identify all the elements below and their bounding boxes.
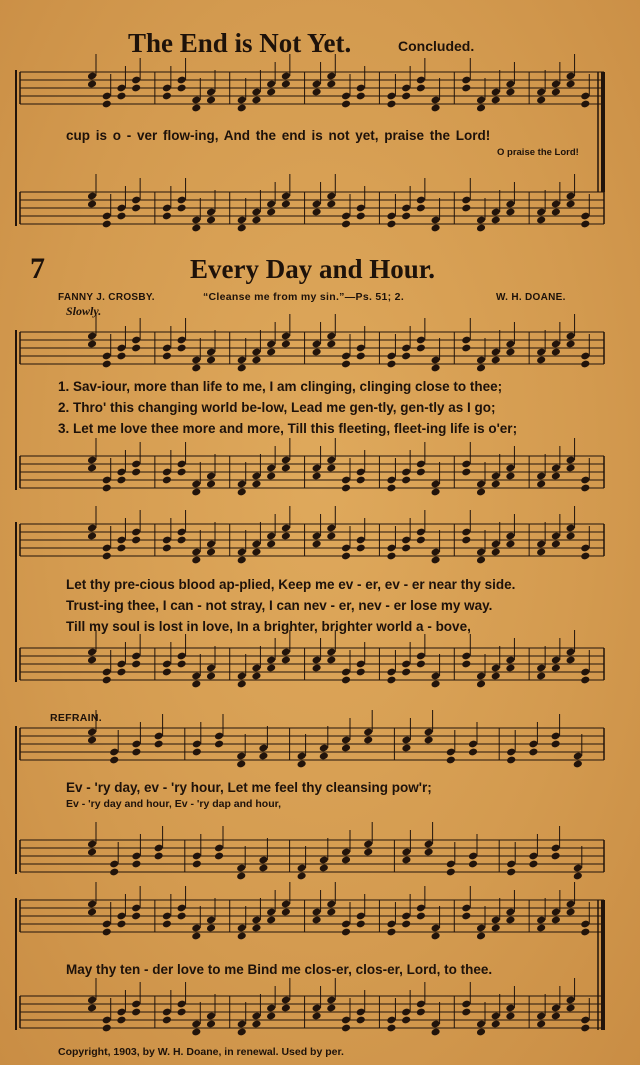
note-head bbox=[326, 1004, 336, 1013]
note-head bbox=[476, 488, 486, 497]
note-head bbox=[116, 920, 126, 929]
note-head bbox=[386, 484, 396, 493]
note-head bbox=[312, 1012, 322, 1021]
note-head bbox=[162, 544, 172, 553]
note-head bbox=[431, 1028, 441, 1037]
note-head bbox=[573, 760, 583, 769]
note-head bbox=[191, 680, 201, 689]
note-head bbox=[580, 484, 590, 493]
note-head bbox=[356, 668, 366, 677]
note-head bbox=[237, 488, 247, 497]
note-head bbox=[206, 1020, 216, 1029]
note-head bbox=[566, 656, 576, 665]
note-head bbox=[401, 856, 411, 865]
note-head bbox=[551, 472, 561, 481]
note-head bbox=[401, 212, 411, 221]
note-head bbox=[312, 472, 322, 481]
note-head bbox=[416, 660, 426, 669]
note-head bbox=[312, 348, 322, 357]
note-head bbox=[87, 80, 97, 89]
note-head bbox=[468, 860, 478, 869]
note-head bbox=[461, 1008, 471, 1017]
hymn2-title: Every Day and Hour. bbox=[190, 254, 436, 284]
note-head bbox=[237, 224, 247, 233]
note-head bbox=[356, 920, 366, 929]
note-head bbox=[281, 1004, 291, 1013]
note-head bbox=[356, 1016, 366, 1025]
note-head bbox=[491, 216, 501, 225]
note-head bbox=[312, 88, 322, 97]
note-head bbox=[206, 216, 216, 225]
note-head bbox=[297, 760, 307, 769]
note-head bbox=[191, 224, 201, 233]
note-head bbox=[312, 916, 322, 925]
note-head bbox=[341, 744, 351, 753]
note-head bbox=[416, 344, 426, 353]
note-head bbox=[266, 472, 276, 481]
note-head bbox=[191, 556, 201, 565]
note-head bbox=[580, 100, 590, 109]
note-head bbox=[461, 468, 471, 477]
note-head bbox=[87, 532, 97, 541]
note-head bbox=[251, 1020, 261, 1029]
note-head bbox=[236, 872, 246, 881]
note-head bbox=[356, 544, 366, 553]
hymn1-lyric: cup is o - ver flow-ing, And the end is not yet, praise the Lord! bbox=[66, 128, 491, 143]
note-head bbox=[341, 484, 351, 493]
note-head bbox=[177, 912, 187, 921]
note-head bbox=[191, 932, 201, 941]
note-head bbox=[102, 1024, 112, 1033]
note-head bbox=[341, 220, 351, 229]
note-head bbox=[505, 664, 515, 673]
note-head bbox=[386, 100, 396, 109]
note-head bbox=[116, 668, 126, 677]
note-head bbox=[177, 536, 187, 545]
note-head bbox=[461, 84, 471, 93]
note-head bbox=[505, 540, 515, 549]
note-head bbox=[461, 660, 471, 669]
note-head bbox=[281, 532, 291, 541]
note-head bbox=[476, 680, 486, 689]
note-head bbox=[131, 1008, 141, 1017]
note-head bbox=[551, 88, 561, 97]
note-head bbox=[87, 848, 97, 857]
note-head bbox=[312, 540, 322, 549]
hymn1-title: The End is Not Yet. bbox=[128, 28, 352, 58]
note-head bbox=[192, 860, 202, 869]
note-head bbox=[162, 668, 172, 677]
note-head bbox=[566, 340, 576, 349]
note-head bbox=[505, 916, 515, 925]
note-head bbox=[191, 488, 201, 497]
note-head bbox=[206, 548, 216, 557]
note-head bbox=[401, 92, 411, 101]
note-head bbox=[266, 348, 276, 357]
note-head bbox=[131, 468, 141, 477]
note-head bbox=[162, 1016, 172, 1025]
refrain-line-2: Ev - 'ry day and hour, Ev - 'ry dap and hour, bbox=[66, 798, 282, 810]
note-head bbox=[206, 480, 216, 489]
note-head bbox=[251, 480, 261, 489]
note-head bbox=[116, 544, 126, 553]
note-head bbox=[102, 484, 112, 493]
note-head bbox=[386, 552, 396, 561]
note-head bbox=[491, 548, 501, 557]
note-head bbox=[431, 364, 441, 373]
refrain-label: REFRAIN. bbox=[50, 712, 102, 724]
hymn1-echo: O praise the Lord! bbox=[497, 147, 579, 158]
note-head bbox=[192, 748, 202, 757]
note-head bbox=[87, 1004, 97, 1013]
note-head bbox=[236, 760, 246, 769]
note-head bbox=[341, 676, 351, 685]
note-head bbox=[356, 92, 366, 101]
note-head bbox=[102, 552, 112, 561]
note-head bbox=[206, 672, 216, 681]
note-head bbox=[431, 488, 441, 497]
note-head bbox=[341, 100, 351, 109]
note-head bbox=[326, 532, 336, 541]
note-head bbox=[162, 212, 172, 221]
note-head bbox=[551, 540, 561, 549]
note-head bbox=[431, 680, 441, 689]
note-head bbox=[566, 464, 576, 473]
note-head bbox=[206, 924, 216, 933]
note-head bbox=[416, 204, 426, 213]
note-head bbox=[266, 540, 276, 549]
note-head bbox=[191, 1028, 201, 1037]
note-head bbox=[566, 532, 576, 541]
note-head bbox=[536, 96, 546, 105]
note-head bbox=[251, 216, 261, 225]
note-head bbox=[536, 1020, 546, 1029]
note-head bbox=[109, 756, 119, 765]
note-head bbox=[312, 664, 322, 673]
note-head bbox=[431, 224, 441, 233]
note-head bbox=[102, 100, 112, 109]
note-head bbox=[476, 104, 486, 113]
note-head bbox=[237, 1028, 247, 1037]
note-head bbox=[551, 1012, 561, 1021]
note-head bbox=[476, 1028, 486, 1037]
note-head bbox=[476, 932, 486, 941]
note-head bbox=[131, 84, 141, 93]
note-head bbox=[356, 352, 366, 361]
note-head bbox=[416, 84, 426, 93]
note-head bbox=[505, 1012, 515, 1021]
hymn2-composer: W. H. DOANE. bbox=[496, 292, 566, 303]
note-head bbox=[281, 200, 291, 209]
note-head bbox=[102, 676, 112, 685]
note-head bbox=[258, 864, 268, 873]
note-head bbox=[341, 856, 351, 865]
note-head bbox=[116, 1016, 126, 1025]
note-head bbox=[536, 216, 546, 225]
note-head bbox=[401, 1016, 411, 1025]
verse-2-line-b: Trust-ing thee, I can - not stray, I can nev - er, nev - er lose my way. bbox=[66, 598, 493, 613]
final-lyric: May thy ten - der love to me Bind me clos-er, clos-er, Lord, to thee. bbox=[66, 962, 493, 977]
refrain-line-1: Ev - 'ry day, ev - 'ry hour, Let me feel thy cleansing pow'r; bbox=[66, 780, 432, 795]
note-head bbox=[281, 80, 291, 89]
note-head bbox=[566, 908, 576, 917]
note-head bbox=[326, 340, 336, 349]
note-head bbox=[536, 356, 546, 365]
note-head bbox=[102, 360, 112, 369]
note-head bbox=[281, 656, 291, 665]
note-head bbox=[551, 208, 561, 217]
note-head bbox=[131, 536, 141, 545]
note-head bbox=[491, 924, 501, 933]
hymn2-author: FANNY J. CROSBY. bbox=[58, 292, 155, 303]
note-head bbox=[177, 204, 187, 213]
note-head bbox=[416, 536, 426, 545]
note-head bbox=[528, 860, 538, 869]
note-head bbox=[326, 80, 336, 89]
note-head bbox=[251, 96, 261, 105]
note-head bbox=[326, 200, 336, 209]
note-head bbox=[191, 104, 201, 113]
note-head bbox=[401, 668, 411, 677]
note-head bbox=[341, 1024, 351, 1033]
note-head bbox=[102, 220, 112, 229]
note-head bbox=[416, 468, 426, 477]
note-head bbox=[505, 472, 515, 481]
note-head bbox=[87, 340, 97, 349]
note-head bbox=[206, 96, 216, 105]
note-head bbox=[177, 1008, 187, 1017]
note-head bbox=[580, 928, 590, 937]
note-head bbox=[281, 908, 291, 917]
note-head bbox=[566, 1004, 576, 1013]
note-head bbox=[386, 360, 396, 369]
note-head bbox=[162, 476, 172, 485]
note-head bbox=[177, 660, 187, 669]
note-head bbox=[536, 548, 546, 557]
note-head bbox=[401, 544, 411, 553]
verse-1-line-a: 1. Sav-iour, more than life to me, I am clinging, clinging close to thee; bbox=[58, 379, 503, 394]
note-head bbox=[476, 224, 486, 233]
note-head bbox=[266, 664, 276, 673]
note-head bbox=[491, 1020, 501, 1029]
note-head bbox=[87, 464, 97, 473]
note-head bbox=[87, 656, 97, 665]
note-head bbox=[416, 1008, 426, 1017]
note-head bbox=[116, 476, 126, 485]
note-head bbox=[341, 928, 351, 937]
note-head bbox=[131, 204, 141, 213]
note-head bbox=[162, 920, 172, 929]
note-head bbox=[505, 88, 515, 97]
note-head bbox=[87, 200, 97, 209]
note-head bbox=[551, 664, 561, 673]
note-head bbox=[491, 672, 501, 681]
note-head bbox=[491, 480, 501, 489]
note-head bbox=[341, 552, 351, 561]
note-head bbox=[356, 212, 366, 221]
note-head bbox=[177, 84, 187, 93]
note-head bbox=[177, 344, 187, 353]
note-head bbox=[319, 864, 329, 873]
note-head bbox=[461, 912, 471, 921]
note-head bbox=[341, 360, 351, 369]
note-head bbox=[431, 104, 441, 113]
note-head bbox=[87, 736, 97, 745]
note-head bbox=[326, 464, 336, 473]
note-head bbox=[326, 656, 336, 665]
note-head bbox=[551, 348, 561, 357]
note-head bbox=[297, 872, 307, 881]
note-head bbox=[131, 748, 141, 757]
note-head bbox=[266, 916, 276, 925]
note-head bbox=[580, 220, 590, 229]
note-head bbox=[251, 356, 261, 365]
note-head bbox=[109, 868, 119, 877]
note-head bbox=[237, 104, 247, 113]
note-head bbox=[580, 1024, 590, 1033]
verse-2-line-a: 2. Thro' this changing world be-low, Lead me gen-tly, gen-tly as I go; bbox=[58, 400, 496, 415]
note-head bbox=[177, 468, 187, 477]
note-head bbox=[131, 344, 141, 353]
hymn1-status: Concluded. bbox=[398, 38, 475, 54]
note-head bbox=[251, 548, 261, 557]
note-head bbox=[506, 868, 516, 877]
note-head bbox=[461, 344, 471, 353]
note-head bbox=[116, 212, 126, 221]
note-head bbox=[386, 928, 396, 937]
note-head bbox=[237, 680, 247, 689]
note-head bbox=[237, 556, 247, 565]
note-head bbox=[468, 748, 478, 757]
note-head bbox=[461, 536, 471, 545]
note-head bbox=[551, 852, 561, 861]
note-head bbox=[281, 340, 291, 349]
note-head bbox=[424, 736, 434, 745]
note-head bbox=[580, 360, 590, 369]
note-head bbox=[551, 916, 561, 925]
note-head bbox=[191, 364, 201, 373]
note-head bbox=[162, 92, 172, 101]
copyright-notice: Copyright, 1903, by W. H. Doane, in renewal. Used by per. bbox=[58, 1046, 344, 1058]
note-head bbox=[258, 752, 268, 761]
note-head bbox=[476, 364, 486, 373]
note-head bbox=[536, 672, 546, 681]
note-head bbox=[491, 356, 501, 365]
note-head bbox=[266, 208, 276, 217]
note-head bbox=[528, 748, 538, 757]
note-head bbox=[401, 744, 411, 753]
note-head bbox=[162, 352, 172, 361]
note-head bbox=[401, 920, 411, 929]
note-head bbox=[580, 676, 590, 685]
note-head bbox=[461, 204, 471, 213]
note-head bbox=[206, 356, 216, 365]
note-head bbox=[319, 752, 329, 761]
note-head bbox=[401, 352, 411, 361]
tempo-marking: Slowly. bbox=[66, 304, 102, 318]
note-head bbox=[505, 208, 515, 217]
note-head bbox=[326, 908, 336, 917]
hymn-number: 7 bbox=[30, 252, 45, 285]
note-head bbox=[446, 756, 456, 765]
note-head bbox=[154, 740, 164, 749]
note-head bbox=[573, 872, 583, 881]
note-head bbox=[312, 208, 322, 217]
note-head bbox=[505, 348, 515, 357]
note-head bbox=[116, 92, 126, 101]
note-head bbox=[87, 908, 97, 917]
note-head bbox=[424, 848, 434, 857]
note-head bbox=[386, 220, 396, 229]
note-head bbox=[401, 476, 411, 485]
note-head bbox=[446, 868, 456, 877]
note-head bbox=[580, 552, 590, 561]
note-head bbox=[476, 556, 486, 565]
note-head bbox=[237, 364, 247, 373]
note-head bbox=[154, 852, 164, 861]
note-head bbox=[566, 200, 576, 209]
note-head bbox=[566, 80, 576, 89]
note-head bbox=[363, 736, 373, 745]
note-head bbox=[536, 924, 546, 933]
note-head bbox=[491, 96, 501, 105]
note-head bbox=[131, 912, 141, 921]
note-head bbox=[551, 740, 561, 749]
note-head bbox=[237, 932, 247, 941]
note-head bbox=[251, 924, 261, 933]
note-head bbox=[416, 912, 426, 921]
hymn2-scripture: “Cleanse me from my sin.”—Ps. 51; 2. bbox=[203, 291, 405, 303]
note-head bbox=[431, 932, 441, 941]
note-head bbox=[363, 848, 373, 857]
note-head bbox=[102, 928, 112, 937]
verse-3-line-b: Till my soul is lost in love, In a brighter, brighter world a - bove, bbox=[66, 619, 471, 634]
note-head bbox=[116, 352, 126, 361]
note-head bbox=[214, 852, 224, 861]
note-head bbox=[281, 464, 291, 473]
note-head bbox=[506, 756, 516, 765]
note-head bbox=[251, 672, 261, 681]
note-head bbox=[386, 676, 396, 685]
note-head bbox=[131, 660, 141, 669]
note-head bbox=[356, 476, 366, 485]
note-head bbox=[266, 1012, 276, 1021]
note-head bbox=[214, 740, 224, 749]
verse-1-line-b: Let thy pre-cious blood ap-plied, Keep me ev - er, ev - er near thy side. bbox=[66, 577, 516, 592]
note-head bbox=[536, 480, 546, 489]
note-head bbox=[266, 88, 276, 97]
note-head bbox=[386, 1024, 396, 1033]
note-head bbox=[431, 556, 441, 565]
note-head bbox=[131, 860, 141, 869]
verse-3-line-a: 3. Let me love thee more and more, Till this fleeting, fleet-ing life is o'er; bbox=[58, 421, 518, 436]
